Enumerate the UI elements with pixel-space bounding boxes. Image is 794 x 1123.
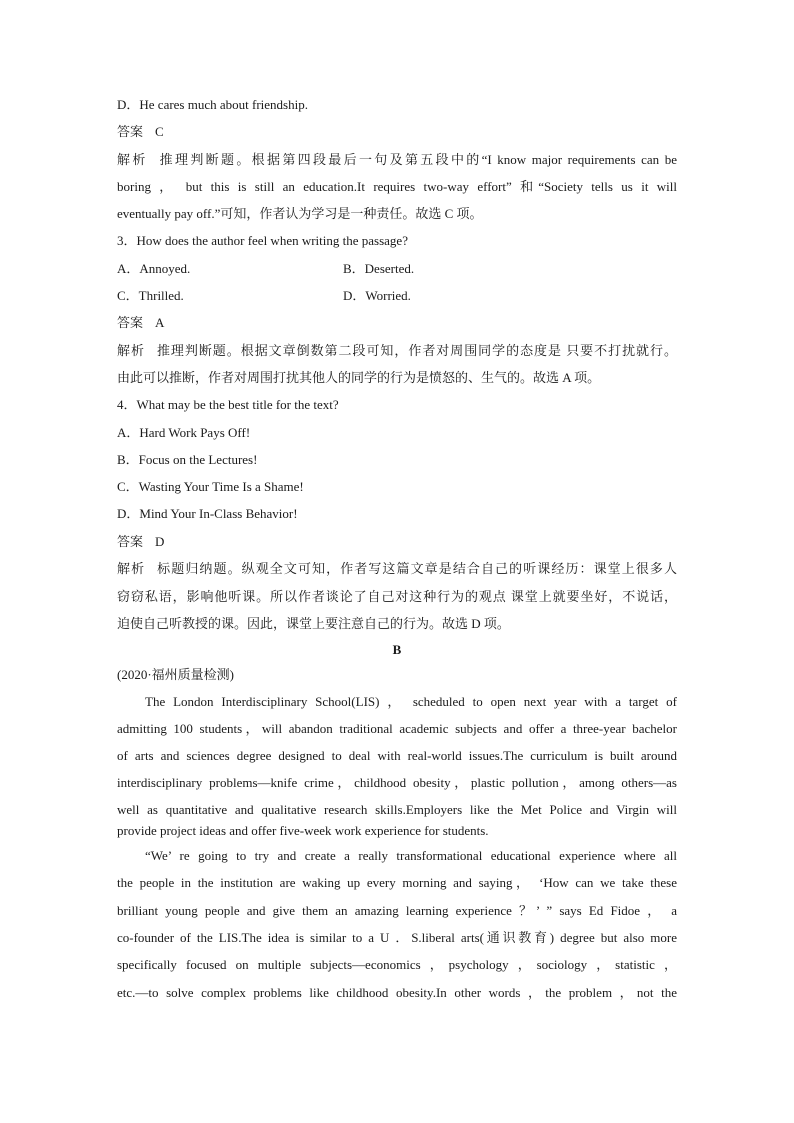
answer-value: D [155,534,165,549]
para2-line-1: “We’ re going to try and create a really transformational educational experience where all [145,848,677,863]
q3-answer [117,314,677,332]
q4-analysis-line-3: 迫使自己听教授的课。因此，课堂上要注意自己的行为。故选 D 项。 [117,616,510,631]
para2-line-5: specifically focused on multiple subjects—economics ，psychology ，sociology ，statistic ， [117,957,677,972]
q2-analysis-line-1 [117,151,677,169]
answer-value: C [155,124,164,139]
analysis-label: 解析 [117,152,148,167]
para1-line-4: interdisciplinary problems—knife crime，childhood obesity，plastic pollution，among others—as [117,775,677,790]
q4-analysis-line-1 [117,560,677,578]
q4-analysis-line-2: 窃窃私语，影响他听课。所以作者谈论了自己对这种行为的观点 课堂上就要坐好，不说话， [117,589,677,604]
q3-analysis-line-1 [117,342,677,360]
q3-option-c: C．Thrilled. [117,288,184,303]
analysis-label: 解析 [117,343,145,358]
q4-question: 4．What may be the best title for the text? [117,397,339,412]
q3-option-d: D．Worried. [343,288,411,303]
answer-label: 答案 [117,124,144,139]
q3-options-row-2 [117,287,677,305]
section-source: (2020·福州质量检测) [117,667,234,682]
para1-line-5: well as quantitative and qualitative research skills.Employers like the Met Police and Virgin will [117,802,677,817]
q4-option-c: C．Wasting Your Time Is a Shame! [117,479,304,494]
q3-option-b: B．Deserted. [343,261,415,276]
para2-line-2: the people in the institution are waking up every morning and saying， ‘How can we take these [117,875,677,890]
q4-answer [117,533,677,551]
answer-label: 答案 [117,534,144,549]
q4-option-b: B．Focus on the Lectures! [117,452,258,467]
q3-option-a: A．Annoyed. [117,261,191,276]
para1-line-3: of arts and sciences degree designed to deal with real-world issues.The curriculum is built around [117,748,677,763]
q2-answer [117,123,677,141]
section-heading: B [392,642,402,657]
q3-question: 3．How does the author feel when writing the passage? [117,233,408,248]
q2-analysis-line-3: eventually pay off.”可知，作者认为学习是一种责任。故选 C 项。 [117,206,483,221]
q3-analysis-line-2: 由此可以推断，作者对周围打扰其他人的同学的行为是愤怒的、生气的。故选 A 项。 [117,370,601,385]
para2-line-3: brilliant young people and give them an amazing learning experience ？’ ” says Ed Fidoe ， a [117,903,677,918]
analysis-text: 标题归纳题。纵观全文可知，作者写这篇文章是结合自己的听课经历：课堂上很多人 [157,561,677,576]
para1-line-1: The London Interdisciplinary School(LIS) ， scheduled to open next year with a target of [145,694,677,709]
q2-option-d: D．He cares much about friendship. [117,97,308,112]
para2-line-4: co-founder of the LIS.The idea is similar to a U ．S.liberal arts(通识教育) degree but also more [117,930,677,945]
para1-line-2: admitting 100 students，will abandon traditional academic subjects and offer a three-year bachelor [117,721,677,736]
para2-line-6: etc.—to solve complex problems like childhood obesity.In other words ，the problem ，not the [117,985,677,1000]
q2-analysis-line-2: boring ， but this is still an education.It requires two-way effort” 和“Society tells us it will [117,179,677,194]
analysis-text: 推理判断题。根据文章倒数第二段可知，作者对周围同学的态度是 只要不打扰就行。 [156,343,677,358]
analysis-label: 解析 [117,561,146,576]
q4-option-a: A．Hard Work Pays Off! [117,425,251,440]
para1-line-6: provide project ideas and offer five-week work experience for students. [117,823,489,838]
analysis-text: 推理判断题。根据第四段最后一句及第五段中的“I know major requirements can be [159,152,677,167]
q3-options-row-1 [117,260,677,278]
answer-value: A [155,315,165,330]
answer-label: 答案 [117,315,144,330]
q4-option-d: D．Mind Your In-Class Behavior! [117,506,298,521]
